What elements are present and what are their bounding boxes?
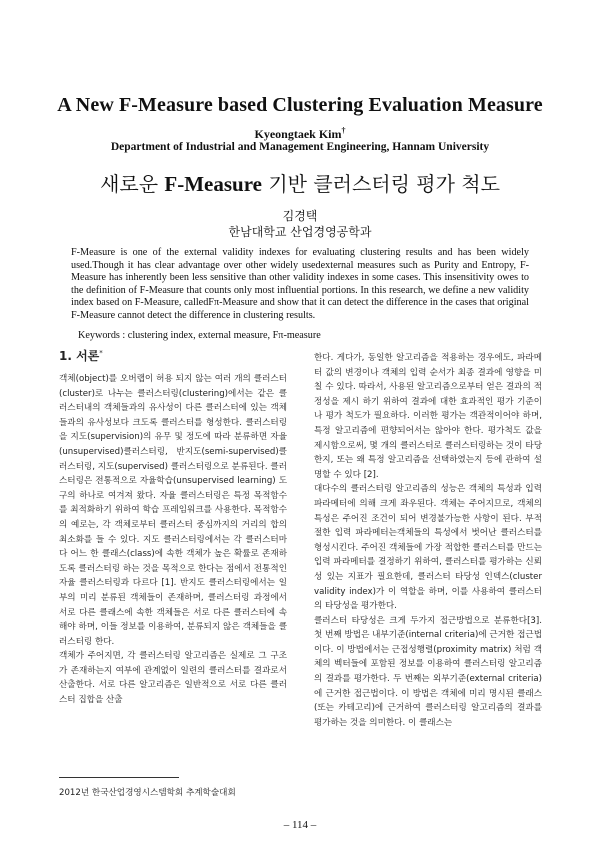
- keywords-text: : clustering index, external measure, Fπ-measure: [119, 330, 321, 341]
- affiliation-en: Department of Industrial and Management Engineering, Hannam University: [110, 141, 490, 153]
- title-ko-pre: 새로운: [100, 172, 165, 196]
- section-heading-text: 1. 서론: [59, 349, 100, 363]
- paragraph: 한다. 게다가, 동일한 알고리즘을 적용하는 경우에도, 파라메터 값의 변경이나 객체의 입력 순서가 최종 결과에 영향을 미칠 수 있다. 따라서, 사용된 알고리즘으로부터 얻은 결과의 적정성을 제시 하기 위하여 결과에 대한 효과적인 평가 기준이나 평가 척도가 필요하다. 이러한 평가는 객관적이어야 하며, 특정 알고리즘에 편향되어서는 않아야 한다. 평가척도 값을 제시함으로써, 몇 개의 클러스터로 클러스터링하는 것이 타당한지, 또는 왜 특정 알고리즘을 선택하였는지 등에 관하여 설명할 수 있다 [2].: [314, 353, 542, 480]
- author-dagger-mark: †: [341, 126, 346, 135]
- section-heading: [59, 345, 287, 364]
- right-column: [314, 351, 542, 730]
- author-name-en: [0, 126, 600, 142]
- paragraph: 객체(object)를 오버랩이 허용 되지 않는 여러 개의 클러스터(cluster)로 나누는 클러스터링(clustering)에서는 같은 클러스터내의 객체들과의 유사성이 다른 클러스터에 있는 객체들과의 유사성보다 크도록 클러스터를 형성한다. 클러스터링을 지도(supervision)의 유무 및 정도에 따라 분류하면 자율(unsupervised)클러스터링, 반지도(semi-supervised)클러스터링, 지도(supervised) 클러스터링으로 분류된다. 클러스터링은 전통적으로 자율학습(unsupervised learning) 도구의 하나로 여겨져 왔다. 자율 클러스터링은 특정 목적함수를 최적화하기 위하여 학습 프레임워크를 사용한다. 목적함수의 예로는, 각 객체로부터 클러스터 중심까지의 거리의 합의 최소화를 들 수 있다. 지도 클러스터링에서는 각 클러스터마다 어느 한 클래스(class)에 속한 객체가 높은 확률로 존재하도록 클러스터링 하는 것을 목적으로 한다는 점에서 전통적인 자율 클러스터링과 다르다 [1]. 반지도 클러스터링에서는 일부의 미리 분류된 객체들이 존재하며, 클러스터링 과정에서 서로 다른 클래스에 속한 객체들은 서로 다른 클러스터에 속해야 하며, 이들 정보를 이용하여, 분류되지 않은 객체들을 클러스터링 한다.: [59, 374, 287, 647]
- keywords-label: Keywords: [78, 330, 120, 341]
- title-ko-bold: F-Measure: [164, 172, 262, 196]
- paragraph: 대다수의 클러스터링 알고리즘의 성능은 객체의 특성과 입력 파라메터에 의해 크게 좌우된다. 객체는 주어지므로, 객체의 특성은 주어진 조건이 되어 변경불가능한 사항이 된다. 부적절한 입력 파라메터는객체들의 특성에서 벗어난 클러스터를 형성시킨다. 주어진 객체들에 가장 적합한 클러스터를 만드는 입력 파라메터를 결정하기 위하여, 클러스터를 평가하는 신뢰성 있는 지표가 필요한데, 클러스터 타당성 인덱스(cluster validity index)가 이 역할을 하며, 이를 사용하여 클러스터의 타당성을 평가한다.: [314, 484, 542, 612]
- title-ko-post: 기반 클러스터링 평가 척도: [261, 172, 500, 196]
- footnote-text: 2012년 한국산업경영시스템학회 추계학술대회: [59, 788, 236, 798]
- left-column: [59, 345, 287, 708]
- paper-title-ko: [0, 168, 600, 197]
- keywords-line: [78, 330, 528, 341]
- page-number: – 114 –: [283, 819, 317, 831]
- footnote-divider: [59, 777, 179, 778]
- abstract-text: F-Measure is one of the external validity indexes for evaluating clustering results and has been widely used.Though it has clear advantage over other widely usedexternal measures such as Purity and Entropy, F-Measure has inherently been less sensitive than other validity indexes in some cases. This insensitivity owes to the definition of F-Measure that counts only most influential portions. In this research, we define a new validity index based on F-Measure, calledFπ-Measure and show that it can detect the difference in the cases that original F-Measure cannot detect the difference in clustering results.: [71, 247, 529, 321]
- section-footnote-mark: *: [99, 349, 103, 357]
- affiliation-ko: 한남대학교 산업경영공학과: [228, 225, 372, 239]
- paragraph: 클러스터 타당성은 크게 두가지 접근방법으로 분류한다[3]. 첫 번째 방법은 내부기준(internal criteria)에 근거한 접근법이다. 이 방법에서는 근접성행렬(proximity matrix) 처럼 객체의 벡터들에 포함된 정보를 이용하여 클러스터링 알고리즘의 결과를 평가한다. 두 번째는 외부기준(external criteria)에 근거한 접근법이다. 이 방법은 객체에 미리 명시된 클래스(또는 카테고리)에 근거하여 클러스터링 알고리즘의 결과를 평가하는 것을 의미한다. 이 클래스는: [314, 615, 542, 728]
- author-name-ko: 김경택: [282, 209, 318, 223]
- author-name-text: Kyeongtaek Kim: [254, 127, 342, 141]
- paragraph: 객체가 주어지면, 각 클러스터링 알고리즘은 실제로 그 구조가 존재하는지 여부에 관계없이 일련의 클러스터를 결과로서 산출한다. 서로 다른 알고리즘은 일반적으로 서로 다른 클러스터 집합을 산출: [59, 651, 287, 706]
- paper-title-en: A New F-Measure based Clustering Evaluation Measure: [57, 94, 543, 116]
